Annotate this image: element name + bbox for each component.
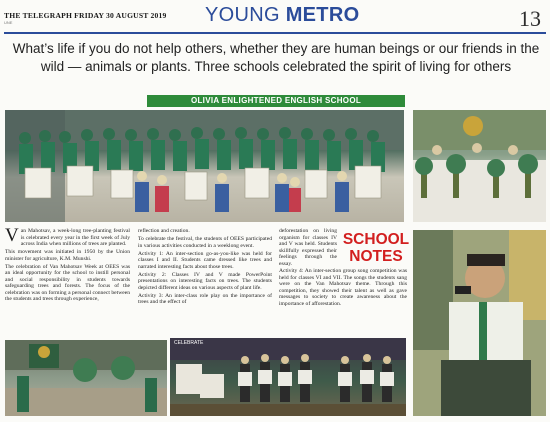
trees-display-photo-art bbox=[5, 340, 167, 416]
paper-subline: UNE bbox=[4, 20, 13, 25]
article-para: Activity 4: An inter-section group song competition was held for classes VI and VII. The songs the students sang were on the Van Mahotsav theme. Through this competition, they showed their talent as well as gave messages to society to create awareness about the importance of afforestation. bbox=[279, 268, 407, 307]
student-speaker-photo-art bbox=[413, 230, 546, 416]
section-title bbox=[205, 4, 359, 27]
group-photo-art bbox=[5, 110, 404, 222]
drop-cap: V bbox=[5, 225, 19, 246]
song-competition-photo-art bbox=[170, 338, 406, 416]
paper-name: THE TELEGRAPH FRIDAY 30 AUGUST 2019 bbox=[4, 11, 167, 20]
article-para: Activity 1: An inter-section go-as-you-like was held for classes I and II. Students came dressed like trees and narrated interesting facts about those trees. bbox=[138, 250, 272, 270]
article-column-1 bbox=[5, 225, 130, 304]
article-column-3-top bbox=[279, 228, 337, 269]
article-para: The celebration of Van Mahotsav Week at OEES was an ideal opportunity for the school to instill personal and social responsibility in students towards safeguarding trees and forests. The focus of the celebration was on forming a personal connect between the students and trees through experience, bbox=[5, 263, 130, 302]
article-para: This movement was initiated in 1950 by the Union minister for agriculture, K.M. Munshi. bbox=[5, 249, 130, 262]
section-title-light: YOUNG bbox=[205, 4, 280, 26]
song-competition-photo bbox=[170, 338, 406, 416]
headline: What’s life if you do not help others, whether they are human beings or our friends in the wild — animals or plants. Three schools celebrated the spirit of living for others bbox=[12, 41, 540, 74]
masthead-rule bbox=[4, 32, 546, 34]
article-column-3-bottom bbox=[279, 268, 407, 309]
student-speaker-photo bbox=[413, 230, 546, 416]
page-number: 13 bbox=[519, 6, 541, 31]
group-photo bbox=[5, 110, 404, 222]
classroom-photo bbox=[413, 110, 546, 222]
photo-caption: CELEBRATE bbox=[174, 340, 204, 346]
article-para: Activity 3: An inter-class role play on the importance of trees and the effect of bbox=[138, 292, 272, 305]
article-para: reflection and creation. bbox=[138, 228, 190, 234]
school-banner: OLIVIA ENLIGHTENED ENGLISH SCHOOL bbox=[147, 95, 405, 107]
article-para: an Mahotsav, a week-long tree-planting festival is celebrated every year in the first week of July across India when millions of trees are planted. bbox=[20, 228, 130, 247]
classroom-photo-art bbox=[413, 110, 546, 222]
school-notes-logo: SCHOOL NOTES bbox=[342, 231, 410, 265]
section-title-bold: METRO bbox=[285, 4, 360, 26]
article-para: deforestation on living organism for classes IV and V was held. Students skillfully expressed their feelings through the essay. bbox=[279, 228, 337, 267]
trees-display-photo bbox=[5, 340, 167, 416]
article-column-2 bbox=[138, 228, 272, 307]
article-para: Activity 2: Classes IV and V made PowerPoint presentations on interesting facts on trees. The students depicted different ideas on various aspects of plant life. bbox=[138, 271, 272, 291]
article-para: To celebrate the festival, the students of OEES participated in various activities conducted in a weeklong event. bbox=[138, 236, 272, 249]
